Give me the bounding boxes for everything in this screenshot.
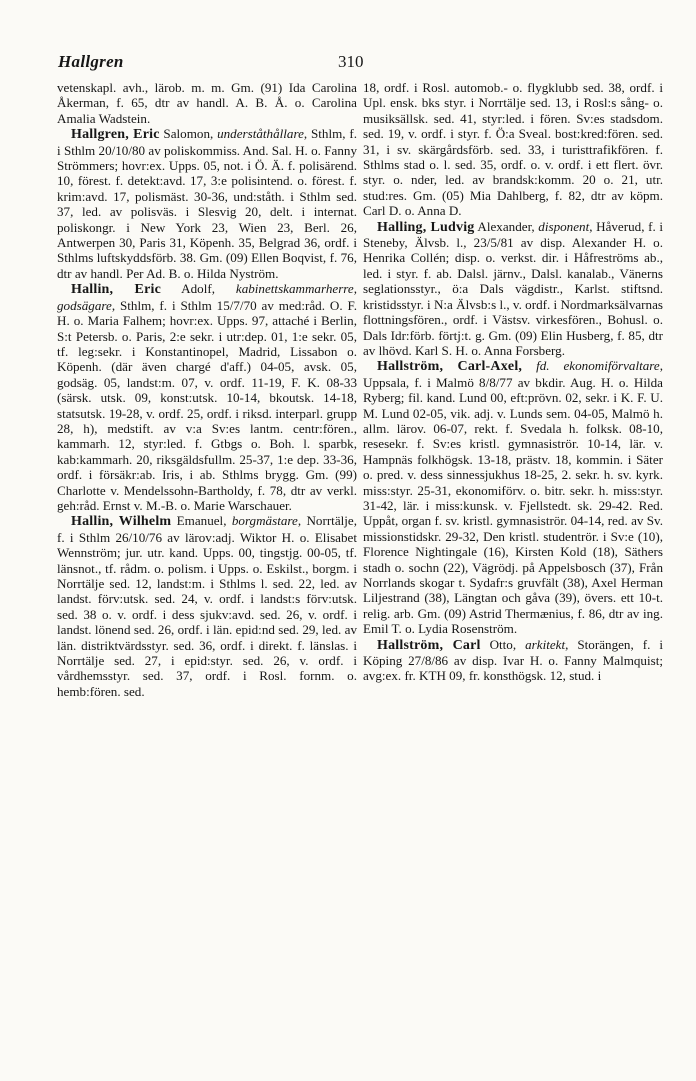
- entry-text: , Storängen, f. i Köping 27/8/86 av disp. Ivar H. o. Fanny Malmquist; avg:ex. fr. KTH 09, fr. konsthögsk. 12, stud. i: [363, 636, 663, 684]
- entry-name: Hallström, Carl-Axel,: [377, 359, 523, 375]
- entry-title: underståthållare: [217, 126, 304, 142]
- entry-hallin-wilhelm: [57, 513, 357, 699]
- right-column: [363, 80, 663, 684]
- entry-text: vetenskapl. avh., lärob. m. m. Gm. (91) Ida Carolina Åkerman, f. 65, dtr av handl. A. B. Å. o. Carolina Amalia Wadstein.: [57, 80, 357, 126]
- page-number: 310: [338, 52, 364, 71]
- entry-text: , Håverud, f. i Steneby, Älvsb. l., 23/5/81 av disp. Alexander H. o. Henrika Collén; disp. o. verkst. dir. i Håfreströms ab., led. i styr. f. ab. Dalsl. järnv., Dalsl. kanalab., Vänerns seglationsstyr., ö:a Dals vägdistr., Karlst. stiftsnd. kristidsstyr. i N:a Älvsb:s l., v. ordf. i Nordmarksälvarnas flottningsfören., ordf. i Västsv. virkesfören., Bohusl. o. Dals Idr:förb. förtj:t. g. Gm. (09) Elin Husberg, f. 85, dtr av lhövd. Karl S. H. o. Anna Forsberg.: [363, 218, 663, 358]
- running-head: Hallgren: [58, 52, 124, 71]
- entry-hallstrom-carl-otto: [363, 637, 663, 684]
- entry-continuation: [57, 80, 357, 126]
- entry-given-names: Salomon,: [159, 126, 218, 142]
- entry-name: Hallin, Wilhelm: [71, 514, 172, 530]
- page-header: [58, 52, 658, 76]
- entry-continuation: [363, 80, 663, 219]
- entry-hallstrom-carl-axel: [363, 358, 663, 636]
- entry-name: Hallin, Eric: [71, 282, 162, 298]
- entry-text: , Uppsala, f. i Malmö 8/8/77 av bkdir. Aug. H. o. Hilda Ryberg; fil. kand. Lund 00, eft:prövn. 02, sekr. i K. F. U. M. Lund 02-05, vik. adj. v. Lunds sem. 04-05, Malmö h. allm. lärov. 06-07, rekt. f. Svedala h. folksk. 08-10, resesekr. f. Sv:es kristl. gymnasiströr. 10-14, lär. v. Hampnäs folkhögsk. 13-18, prästv. 18, kommin. i Säter o. pred. v. dess sinnessjukhus 18-25, 2. sekr. h. sv. kyrk. miss:styr. 25-31, ekonomiförv. o. bitr. sekr. h. miss:styr. 31-42, lär. i miss:kunsk. v. Fjellstedt. sk. 29-42. Red. Uppåt, organ f. sv. kristl. gymnasiströr. 04-14, red. av Sv. missionstidskr. 29-32, Den kristl. studentrör. i Sv:e (10), Florence Nightingale (16), Kirsten Kold (18), Säthers stadh o. sochn (22), Vägrödj. på Appelsbosch (37), Från Norrlands skogar t. Sydafr:s gruvfält (38), Axel Herman Liljestrand (38), Längtan och gåva (39), övers. ett 10-t. relig. arb. Gm. (09) Astrid Thermænius, f. 86, dtr av ing. Emil T. o. Lydia Rosenström.: [363, 358, 663, 637]
- entry-given-names: Adolf,: [161, 281, 236, 297]
- entry-halling-ludvig: [363, 219, 663, 359]
- entry-hallgren-eric: [57, 126, 357, 281]
- entry-title: kabinettskammarherre, godsägare: [57, 281, 357, 313]
- entry-given-names: Alexander,: [474, 218, 539, 234]
- entry-text: 18, ordf. i Rosl. automob.- o. flygklubb sed. 38, ordf. i Upl. ensk. bks styr. i Norrtälje sed. 13, i Rosl:s sång- o. musiksällsk. sed. 41, styr:led. i fören. Sv:es stadsdom. sed. 19, v. ordf. i styr. f. Ö:a Sveal. bost:kred:fören. sed. 31, i sv. skärgårdsförb. sed. 33, i turisttrafikfören. f. Sthlms stad o. l. sed. 35, ordf. o. v. ordf. i ett flert. övr. styr. o. nder, led. av brandsk:komm. 20 o. 21, utr. stud:res. Gm. (05) Mia Dahlberg, f. 82, dtr av köpm. Carl D. o. Anna D.: [363, 80, 663, 219]
- entry-text: , Norrtälje, f. i Sthlm 26/10/76 av lärov:adj. Wiktor H. o. Elisabet Wennström; jur. utr. kand. Upps. 00, tingstjg. 00-05, tf. länsnot., tf. rådm. o. polism. i Upps. o. Eskilst., borgm. i Norrtälje sed. 12, landst:m. i Sthlms l. sed. 22, led. av landst. förv:utsk. sed. 24, v. ordf. i landst:s förv:utsk. sed. 38 o. v. ordf. i dess sjukv:avd. sed. 26, v. ordf. i landst. lönend sed. 26, ordf. i län. epid:nd sed. 29, led. av län. distriktvärdsstyr. sed. 36, ordf. i direkt. f. länslas. i Norrtälje sed. 27, i epid:styr. sed. 26, v. ordf. i vårdhemsstyr. sed. 37, ordf. i Rosl. fornm. o. hemb:fören. sed.: [57, 513, 357, 699]
- entry-given-names: Emanuel,: [171, 513, 232, 529]
- entry-text: , Sthlm, f. i Sthlm 15/7/70 av med:råd. O. F. H. o. Maria Falhem; hovr:ex. Upps. 97, attaché i Berlin, S:t Petersb. o. Paris, 2:e sekr. i utr:dep. 01, 1:e sekr. 05, tf. leg:sekr. i Konstantinopel, Madrid, Lissabon o. Köpenh. (där även chargé d'aff.) 04-05, avsk. 05, godsäg. 05, landst:m. 07, v. ordf. 11-19, F. K. 08-33 (särsk. utsk. 09, konst:utsk. 10-14, bkoutsk. 14-18, statsutsk. 19-28, v. ordf. 25, ordf. i riksd. interparl. grupp 28, h), medstift. av v:a Sv:es lantm. centr:fören., kammarh. 12, styr:led. f. Gtbgs o. Boh. l. sparbk, kab:kammarh. 20, riksgäldsfullm. 25-37, 1:e dep. 33-36, ordf. i försäkr:ab. Iris, i ab. Sthlms brygg. Gm. (99) Charlotte v. Mendelssohn-Bartholdy, f. 78, dtr av verkl. geh:råd. Ernst v. M.-B. o. Marie Warschauer.: [57, 297, 357, 513]
- entry-name: Halling, Ludvig: [377, 219, 475, 235]
- entry-name: Hallgren, Eric: [71, 127, 160, 143]
- entry-hallin-eric: [57, 281, 357, 513]
- entry-title: arkitekt: [525, 636, 566, 652]
- left-column: [57, 80, 357, 699]
- entry-title: disponent: [538, 218, 590, 234]
- entry-given-names: [522, 358, 536, 373]
- entry-title: borgmästare: [231, 513, 298, 529]
- entry-text: , Sthlm, f. i Sthlm 20/10/80 av poliskommiss. And. Sal. H. o. Fanny Strömmers; hovr:ex. Upps. 05, not. i Ö. Ä. f. polisärend. 10, förest. f. detekt:avd. 17, 3:e polisintend. o. förest. f. krim:avd. 17, polismäst. 30-36, und:ståth. i Sthlm sed. 37, led. av polisväs. i Slesvig 20, delt. i internat. poliskongr. i New York 23, Wien 23, Berl. 26, Antwerpen 30, Paris 31, Köpenh. 35, Belgrad 36, ordf. i Sthlms luftskyddsförb. 38. Gm. (09) Ellen Boqvist, f. 76, dtr av handl. Per Ad. B. o. Hilda Nyström.: [57, 126, 357, 281]
- entry-given-names: Otto,: [480, 636, 526, 652]
- entry-name: Hallström, Carl: [377, 637, 481, 653]
- entry-title: fd. ekonomiförvaltare: [536, 358, 660, 374]
